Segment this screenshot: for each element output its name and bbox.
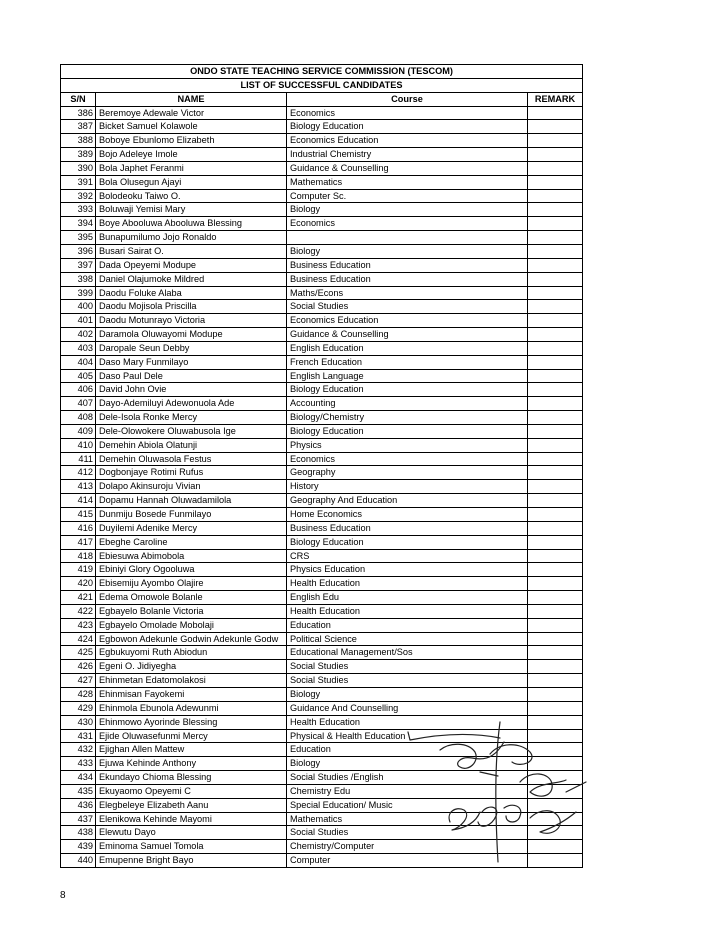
cell-sn: 427 [61, 674, 96, 688]
cell-sn: 395 [61, 231, 96, 245]
cell-remark [528, 217, 583, 231]
cell-course: Economics [287, 217, 528, 231]
cell-sn: 406 [61, 383, 96, 397]
cell-name: Daso Mary Funmilayo [96, 355, 287, 369]
cell-sn: 440 [61, 854, 96, 868]
cell-course: Guidance & Counselling [287, 328, 528, 342]
cell-sn: 393 [61, 203, 96, 217]
cell-name: Boboye Ebunlomo Elizabeth [96, 134, 287, 148]
cell-name: Dayo-Ademiluyi Adewonuola Ade [96, 397, 287, 411]
cell-course: Computer [287, 854, 528, 868]
cell-course: Biology [287, 687, 528, 701]
table-row [61, 217, 583, 231]
cell-course: Educational Management/Sos [287, 646, 528, 660]
table-row [61, 189, 583, 203]
cell-sn: 412 [61, 466, 96, 480]
cell-course: Chemistry Edu [287, 784, 528, 798]
cell-course: CRS [287, 549, 528, 563]
cell-name: Bolodeoku Taiwo O. [96, 189, 287, 203]
table-row [61, 563, 583, 577]
cell-sn: 416 [61, 521, 96, 535]
cell-sn: 399 [61, 286, 96, 300]
cell-sn: 410 [61, 438, 96, 452]
cell-remark [528, 563, 583, 577]
cell-sn: 388 [61, 134, 96, 148]
table-row [61, 120, 583, 134]
cell-sn: 391 [61, 175, 96, 189]
cell-name: Dogbonjaye Rotimi Rufus [96, 466, 287, 480]
cell-remark [528, 411, 583, 425]
cell-course: Social Studies [287, 826, 528, 840]
cell-sn: 431 [61, 729, 96, 743]
cell-name: Bicket Samuel Kolawole [96, 120, 287, 134]
cell-course: Biology Education [287, 120, 528, 134]
cell-remark [528, 355, 583, 369]
cell-sn: 392 [61, 189, 96, 203]
cell-remark [528, 660, 583, 674]
cell-name: Dele-Isola Ronke Mercy [96, 411, 287, 425]
cell-sn: 417 [61, 535, 96, 549]
cell-remark [528, 577, 583, 591]
cell-sn: 420 [61, 577, 96, 591]
cell-course: Biology [287, 203, 528, 217]
cell-course: Industrial Chemistry [287, 148, 528, 162]
cell-course: Economics [287, 106, 528, 120]
table-row [61, 480, 583, 494]
cell-course: Biology Education [287, 424, 528, 438]
cell-sn: 422 [61, 604, 96, 618]
cell-sn: 436 [61, 798, 96, 812]
cell-name: Daniel Olajumoke Mildred [96, 272, 287, 286]
cell-remark [528, 244, 583, 258]
table-row [61, 286, 583, 300]
cell-sn: 390 [61, 161, 96, 175]
cell-course: Political Science [287, 632, 528, 646]
cell-remark [528, 480, 583, 494]
table-row [61, 341, 583, 355]
cell-name: Boluwaji Yemisi Mary [96, 203, 287, 217]
cell-sn: 425 [61, 646, 96, 660]
cell-sn: 401 [61, 314, 96, 328]
cell-remark [528, 452, 583, 466]
table-row [61, 148, 583, 162]
cell-sn: 428 [61, 687, 96, 701]
table-row [61, 424, 583, 438]
cell-name: Ehinmisan Fayokemi [96, 687, 287, 701]
table-row [61, 355, 583, 369]
cell-sn: 386 [61, 106, 96, 120]
cell-remark [528, 535, 583, 549]
cell-name: Busari Sairat O. [96, 244, 287, 258]
cell-name: Demehin Abiola Olatunji [96, 438, 287, 452]
cell-course: English Education [287, 341, 528, 355]
cell-sn: 402 [61, 328, 96, 342]
cell-remark [528, 314, 583, 328]
table-row [61, 397, 583, 411]
cell-course: History [287, 480, 528, 494]
cell-course: Guidance And Counselling [287, 701, 528, 715]
cell-remark [528, 549, 583, 563]
cell-course: Health Education [287, 577, 528, 591]
table-row [61, 272, 583, 286]
col-remark-header: REMARK [528, 92, 583, 106]
column-header-row [61, 92, 583, 106]
cell-remark [528, 618, 583, 632]
cell-name: Ejide Oluwasefunmi Mercy [96, 729, 287, 743]
cell-course: Geography And Education [287, 494, 528, 508]
table-row [61, 134, 583, 148]
cell-name: Bunapumilumo Jojo Ronaldo [96, 231, 287, 245]
cell-remark [528, 120, 583, 134]
table-row [61, 300, 583, 314]
cell-name: Egbukuyomi Ruth Abiodun [96, 646, 287, 660]
table-row [61, 244, 583, 258]
cell-course: Education [287, 618, 528, 632]
cell-remark [528, 397, 583, 411]
cell-remark [528, 258, 583, 272]
cell-course: Home Economics [287, 508, 528, 522]
cell-sn: 405 [61, 369, 96, 383]
cell-sn: 429 [61, 701, 96, 715]
table-row [61, 577, 583, 591]
cell-course: Business Education [287, 258, 528, 272]
cell-name: Daodu Mojisola Priscilla [96, 300, 287, 314]
cell-course: Health Education [287, 715, 528, 729]
table-row [61, 452, 583, 466]
cell-sn: 398 [61, 272, 96, 286]
table-row [61, 660, 583, 674]
cell-name: Daso Paul Dele [96, 369, 287, 383]
cell-sn: 414 [61, 494, 96, 508]
cell-course: Accounting [287, 397, 528, 411]
cell-remark [528, 106, 583, 120]
cell-course: Physics [287, 438, 528, 452]
table-row [61, 508, 583, 522]
cell-name: Dolapo Akinsuroju Vivian [96, 480, 287, 494]
cell-course: Physics Education [287, 563, 528, 577]
cell-name: Daropale Seun Debby [96, 341, 287, 355]
cell-remark [528, 521, 583, 535]
cell-name: Bola Olusegun Ajayi [96, 175, 287, 189]
cell-course: English Language [287, 369, 528, 383]
cell-name: Ehinmola Ebunola Adewunmi [96, 701, 287, 715]
cell-course: Special Education/ Music [287, 798, 528, 812]
cell-remark [528, 438, 583, 452]
cell-sn: 418 [61, 549, 96, 563]
table-row [61, 438, 583, 452]
cell-name: Egbayelo Omolade Mobolaji [96, 618, 287, 632]
cell-course: Social Studies /English [287, 771, 528, 785]
cell-course: Mathematics [287, 175, 528, 189]
cell-name: David John Ovie [96, 383, 287, 397]
cell-sn: 433 [61, 757, 96, 771]
table-row [61, 591, 583, 605]
cell-name: Ebiesuwa Abimobola [96, 549, 287, 563]
table-row [61, 106, 583, 120]
cell-course: Computer Sc. [287, 189, 528, 203]
cell-remark [528, 646, 583, 660]
cell-remark [528, 508, 583, 522]
cell-remark [528, 494, 583, 508]
cell-sn: 409 [61, 424, 96, 438]
cell-name: Bola Japhet Feranmi [96, 161, 287, 175]
table-row [61, 231, 583, 245]
table-row [61, 466, 583, 480]
cell-sn: 396 [61, 244, 96, 258]
cell-remark [528, 148, 583, 162]
cell-sn: 413 [61, 480, 96, 494]
cell-remark [528, 328, 583, 342]
cell-sn: 424 [61, 632, 96, 646]
cell-course [287, 231, 528, 245]
cell-name: Bojo Adeleye Imole [96, 148, 287, 162]
cell-sn: 403 [61, 341, 96, 355]
cell-sn: 437 [61, 812, 96, 826]
cell-remark [528, 134, 583, 148]
table-row [61, 618, 583, 632]
cell-sn: 389 [61, 148, 96, 162]
cell-name: Elegbeleye Elizabeth Aanu [96, 798, 287, 812]
cell-name: Ekundayo Chioma Blessing [96, 771, 287, 785]
table-row [61, 632, 583, 646]
cell-name: Ehinmowo Ayorinde Blessing [96, 715, 287, 729]
cell-name: Dunmiju Bosede Funmilayo [96, 508, 287, 522]
table-row [61, 258, 583, 272]
cell-sn: 430 [61, 715, 96, 729]
cell-course: Economics Education [287, 134, 528, 148]
cell-name: Ekuyaomo Opeyemi C [96, 784, 287, 798]
cell-course: Mathematics [287, 812, 528, 826]
cell-remark [528, 424, 583, 438]
cell-remark [528, 161, 583, 175]
cell-course: Business Education [287, 521, 528, 535]
cell-course: Biology [287, 244, 528, 258]
cell-name: Dopamu Hannah Oluwadamilola [96, 494, 287, 508]
cell-remark [528, 175, 583, 189]
cell-course: Guidance & Counselling [287, 161, 528, 175]
cell-course: Physical & Health Education [287, 729, 528, 743]
table-row [61, 646, 583, 660]
table-row [61, 203, 583, 217]
cell-sn: 426 [61, 660, 96, 674]
col-course-header: Course [287, 92, 528, 106]
table-row [61, 314, 583, 328]
cell-sn: 411 [61, 452, 96, 466]
table-row [61, 369, 583, 383]
org-title: ONDO STATE TEACHING SERVICE COMMISSION (TESCOM) [61, 65, 583, 79]
table-row [61, 521, 583, 535]
table-row [61, 604, 583, 618]
cell-remark [528, 604, 583, 618]
table-row [61, 175, 583, 189]
cell-name: Egeni O. Jidiyegha [96, 660, 287, 674]
handwritten-signature-icon [380, 712, 590, 872]
cell-name: Egbayelo Bolanle Victoria [96, 604, 287, 618]
cell-name: Ebisemiju Ayombo Olajire [96, 577, 287, 591]
cell-name: Daodu Foluke Alaba [96, 286, 287, 300]
cell-course: Economics Education [287, 314, 528, 328]
cell-remark [528, 231, 583, 245]
cell-sn: 400 [61, 300, 96, 314]
cell-course: Biology Education [287, 535, 528, 549]
cell-name: Daramola Oluwayomi Modupe [96, 328, 287, 342]
table-row [61, 383, 583, 397]
cell-remark [528, 369, 583, 383]
cell-remark [528, 674, 583, 688]
page-number: 8 [60, 890, 66, 901]
cell-name: Boye Abooluwa Abooluwa Blessing [96, 217, 287, 231]
cell-course: Biology [287, 757, 528, 771]
cell-course: Social Studies [287, 674, 528, 688]
table-row [61, 549, 583, 563]
cell-sn: 415 [61, 508, 96, 522]
cell-remark [528, 203, 583, 217]
cell-name: Edema Omowole Bolanle [96, 591, 287, 605]
table-row [61, 535, 583, 549]
cell-name: Egbowon Adekunle Godwin Adekunle Godw [96, 632, 287, 646]
cell-sn: 387 [61, 120, 96, 134]
cell-remark [528, 591, 583, 605]
cell-sn: 435 [61, 784, 96, 798]
cell-sn: 421 [61, 591, 96, 605]
cell-remark [528, 383, 583, 397]
table-row [61, 494, 583, 508]
cell-name: Demehin Oluwasola Festus [96, 452, 287, 466]
cell-remark [528, 300, 583, 314]
cell-name: Elenikowa Kehinde Mayomi [96, 812, 287, 826]
cell-course: Business Education [287, 272, 528, 286]
cell-course: Biology Education [287, 383, 528, 397]
cell-remark [528, 272, 583, 286]
cell-remark [528, 341, 583, 355]
cell-course: Maths/Econs [287, 286, 528, 300]
cell-sn: 397 [61, 258, 96, 272]
cell-name: Beremoye Adewale Victor [96, 106, 287, 120]
table-row [61, 411, 583, 425]
cell-remark [528, 687, 583, 701]
cell-course: Geography [287, 466, 528, 480]
cell-sn: 438 [61, 826, 96, 840]
cell-sn: 439 [61, 840, 96, 854]
cell-name: Elewutu Dayo [96, 826, 287, 840]
cell-course: Social Studies [287, 300, 528, 314]
cell-sn: 419 [61, 563, 96, 577]
cell-remark [528, 286, 583, 300]
cell-course: Education [287, 743, 528, 757]
cell-name: Ejighan Allen Mattew [96, 743, 287, 757]
cell-name: Duyilemi Adenike Mercy [96, 521, 287, 535]
list-title: LIST OF SUCCESSFUL CANDIDATES [61, 78, 583, 92]
cell-remark [528, 189, 583, 203]
cell-name: Daodu Motunrayo Victoria [96, 314, 287, 328]
cell-name: Ejuwa Kehinde Anthony [96, 757, 287, 771]
cell-course: English Edu [287, 591, 528, 605]
cell-sn: 423 [61, 618, 96, 632]
cell-name: Ebiniyi Glory Ogooluwa [96, 563, 287, 577]
cell-sn: 432 [61, 743, 96, 757]
cell-course: Economics [287, 452, 528, 466]
cell-name: Dele-Olowokere Oluwabusola Ige [96, 424, 287, 438]
cell-course: Health Education [287, 604, 528, 618]
cell-course: French Education [287, 355, 528, 369]
cell-course: Chemistry/Computer [287, 840, 528, 854]
cell-remark [528, 466, 583, 480]
cell-name: Emupenne Bright Bayo [96, 854, 287, 868]
cell-course: Social Studies [287, 660, 528, 674]
cell-sn: 434 [61, 771, 96, 785]
cell-remark [528, 632, 583, 646]
col-name-header: NAME [96, 92, 287, 106]
col-sn-header: S/N [61, 92, 96, 106]
table-row [61, 674, 583, 688]
table-row [61, 328, 583, 342]
cell-name: Ebeghe Caroline [96, 535, 287, 549]
table-row [61, 687, 583, 701]
table-row [61, 161, 583, 175]
cell-name: Dada Opeyemi Modupe [96, 258, 287, 272]
cell-name: Eminoma Samuel Tomola [96, 840, 287, 854]
cell-name: Ehinmetan Edatomolakosi [96, 674, 287, 688]
cell-sn: 407 [61, 397, 96, 411]
cell-sn: 394 [61, 217, 96, 231]
cell-sn: 408 [61, 411, 96, 425]
cell-sn: 404 [61, 355, 96, 369]
cell-course: Biology/Chemistry [287, 411, 528, 425]
